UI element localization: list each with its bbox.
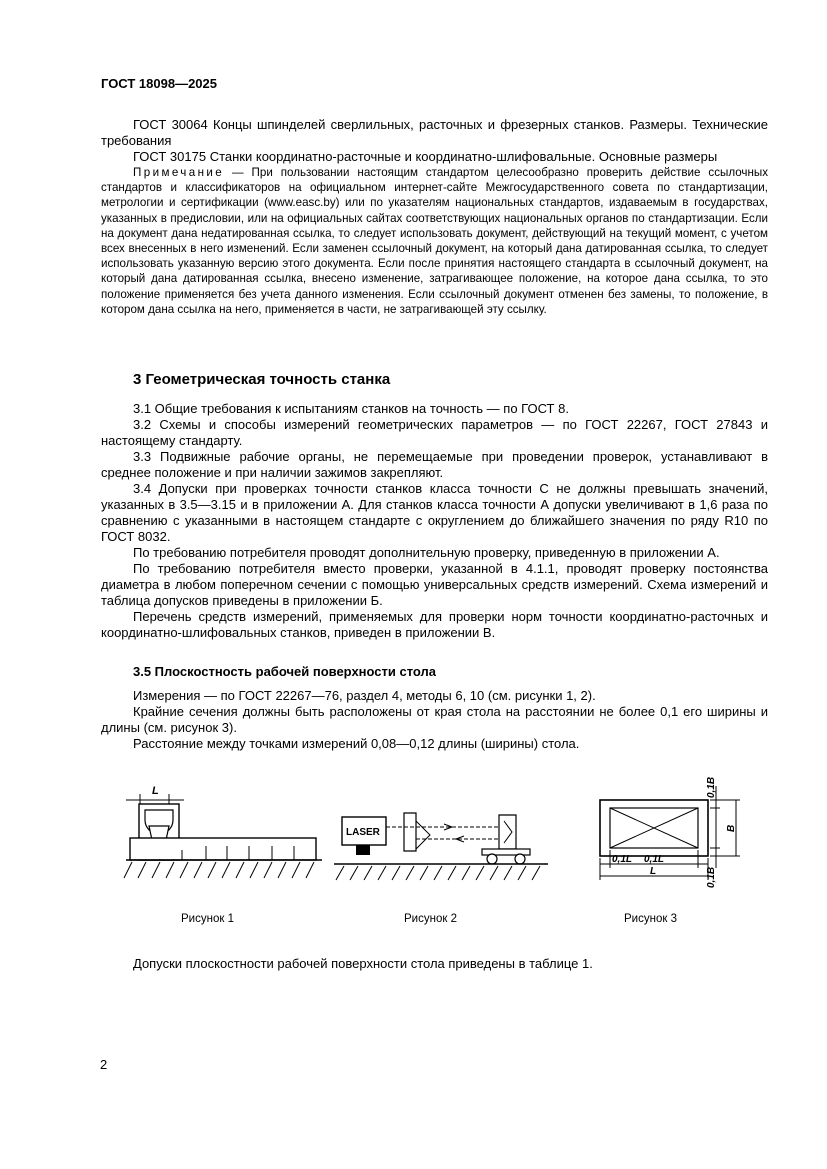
figure-1-caption: Рисунок 1	[181, 913, 234, 925]
note-label: Примечание	[133, 166, 225, 179]
document-header: ГОСТ 18098—2025	[101, 76, 217, 91]
figure-1-drawing	[122, 780, 327, 888]
label-01B-top: 0,1B	[706, 776, 717, 798]
paragraph: 3.1 Общие требования к испытаниям станков на точность — по ГОСТ 8.	[133, 401, 569, 416]
page-number: 2	[100, 1057, 108, 1072]
closing-paragraph	[101, 956, 768, 972]
machine-table	[130, 838, 316, 860]
paragraph: Расстояние между точками измерений 0,08—0,12 длины (ширины) стола.	[133, 736, 580, 751]
figure-3-drawing	[590, 768, 750, 896]
interferometer	[404, 813, 416, 851]
carriage	[482, 849, 530, 855]
label-L: L	[650, 866, 657, 877]
figure-3-caption: Рисунок 3	[624, 913, 677, 925]
figure-2-caption: Рисунок 2	[404, 913, 457, 925]
references-list	[101, 117, 768, 165]
reflector	[499, 815, 516, 849]
section-title: 3 Геометрическая точность станка	[133, 371, 391, 388]
paragraph: По требованию потребителя вместо проверки, указанной в 4.1.1, проводят проверку постоянства диаметра в любом поперечном сечении с помощью универсальных средств измерений. Схема измерений и таблица допусков приведены в приложении Б.	[101, 561, 768, 608]
reference-item: ГОСТ 30175 Станки координатно-расточные и координатно-шлифовальные. Основные размеры	[133, 149, 718, 164]
paragraph: 3.3 Подвижные рабочие органы, не перемещаемые при проведении проверок, устанавливают в среднее положение и при наличии зажимов закрепляют.	[101, 449, 768, 480]
figure-2-drawing	[334, 805, 552, 885]
note-text: — При пользовании настоящим стандартом целесообразно проверить действие ссылочных стандартов и классификаторов на официальном интернет-сайте Межгосударственного совета по стандартизации, метрологии и сертификации (www.easc.by) или по указателям национальных стандартов, издаваемым в государствах, указанных в предисловии, или на официальных сайтах соответствующих национальных органов по стандартизации. Если на документ дана недатированная ссылка, то следует использовать документ, действующий на текущий момент, с учетом всех внесенных в него изменений. Если заменен ссылочный документ, на который дана датированная ссылка, то следует использовать указанную версию этого документа. Если после принятия настоящего стандарта в ссылочный документ, на который дана датированная ссылка, внесено изменение, затрагивающее положение, на которое дана ссылка, то это положение применяется без учета данного изменения. Если ссылочный документ отменен без замены, то положение, в котором дана ссылка на него, применяется в части, не затрагивающей эту ссылку.	[101, 166, 768, 316]
section-3-body	[101, 401, 768, 641]
paragraph: Перечень средств измерений, применяемых для проверки норм точности координатно-расточных и координатно-шлифовальных станков, приведен в приложении В.	[101, 609, 768, 640]
label-L: L	[152, 785, 159, 797]
subsection-3-5-body	[101, 688, 768, 752]
label-01L-left: 0,1L	[612, 854, 633, 865]
paragraph: По требованию потребителя проводят дополнительную проверку, приведенную в приложении А.	[133, 545, 720, 560]
laser-label: LASER	[346, 827, 380, 838]
label-01B-bottom: 0,1B	[706, 866, 717, 888]
label-01L-right: 0,1L	[644, 854, 665, 865]
subsection-title: 3.5 Плоскостность рабочей поверхности стола	[133, 664, 437, 679]
paragraph: Допуски плоскостности рабочей поверхности стола приведены в таблице 1.	[133, 956, 593, 971]
paragraph: Измерения — по ГОСТ 22267—76, раздел 4, методы 6, 10 (см. рисунки 1, 2).	[133, 688, 596, 703]
label-B: B	[726, 824, 737, 832]
paragraph: 3.4 Допуски при проверках точности станков класса точности С не должны превышать значений, указанных в 3.5—3.15 и в приложении А. Для станков класса точности А допуски увеличивают в 1,6 раза по сравнению с указанными в настоящем стандарте с округлением до ближайшего значения по ряду R10 по ГОСТ 8032.	[101, 481, 768, 544]
paragraph: 3.2 Схемы и способы измерений геометрических параметров — по ГОСТ 22267, ГОСТ 27843 и настоящему стандарту.	[101, 417, 768, 448]
paragraph: Крайние сечения должны быть расположены от края стола на расстоянии не более 0,1 его ширины и длины (см. рисунок 3).	[101, 704, 768, 735]
note-block	[101, 165, 768, 317]
reference-item: ГОСТ 30064 Концы шпинделей сверлильных, расточных и фрезерных станков. Размеры. Технические требования	[101, 117, 768, 148]
